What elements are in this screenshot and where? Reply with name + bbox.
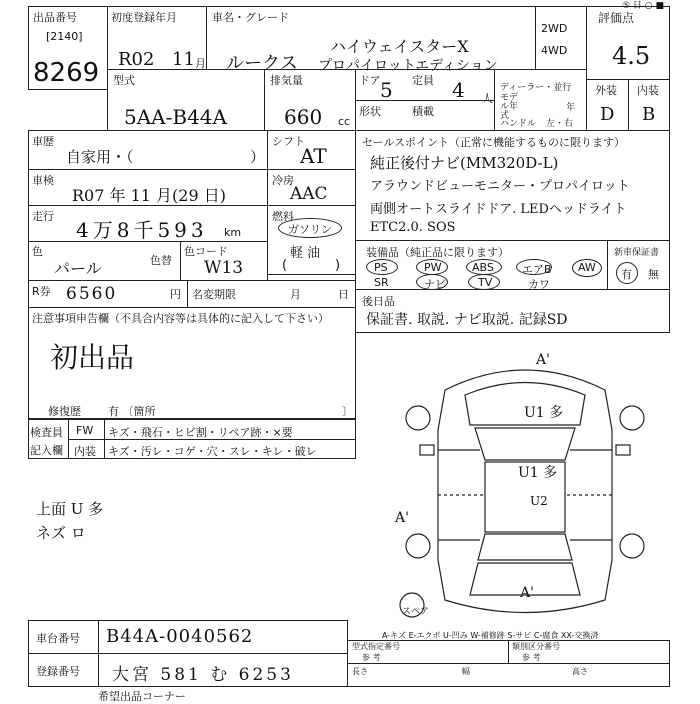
dealer-label: ディーラー・並行: [500, 83, 572, 93]
model-value: 5AA-B44A: [124, 105, 227, 129]
recycle-label: R券: [32, 285, 51, 298]
length-label: 長さ: [352, 667, 368, 676]
diagram-mark-a-rear: A': [520, 585, 534, 601]
interior-score: B: [642, 104, 656, 125]
displacement-unit: cc: [338, 115, 351, 128]
int-items: キズ・汚レ・コゲ・穴・スレ・キレ・破レ: [108, 445, 317, 458]
handle-label: ハンドル: [500, 119, 537, 129]
title-month: 月: [290, 288, 301, 301]
color-divider: [180, 241, 181, 281]
registration-label: 登録番号: [36, 665, 80, 678]
capacity-unit: 人: [482, 92, 493, 105]
doors-divider: [355, 100, 495, 101]
exterior-label: 外装: [595, 84, 617, 97]
diagram-mark-a-top: A': [536, 352, 550, 368]
notes-label: 注意事項申告欄（不具合内容等は具体的に記入して下さい）: [32, 312, 329, 325]
equip-abs: ABS: [472, 261, 494, 274]
equip-airbag-circle: [516, 259, 552, 275]
diagram-mark-u1-rear: U1 多: [518, 465, 558, 481]
score-label: 評価点: [598, 11, 635, 25]
inspector-label2: 記入欄: [30, 444, 63, 457]
car-name: ルークス: [226, 53, 298, 74]
ac-label: 冷房: [272, 174, 294, 187]
color-value: パール: [54, 259, 102, 278]
sales-points-label: セールスポイント（正常に機能するものに限ります）: [362, 136, 626, 149]
model-label: 型式: [113, 74, 135, 87]
equip-pw-circle: [416, 259, 448, 275]
first-reg-month-unit: 月: [195, 57, 206, 70]
car-damage-diagram: [390, 350, 660, 625]
notes-value: 初出品: [50, 341, 135, 374]
bottom-corner-label: 希望出品コーナー: [98, 690, 186, 703]
equip-airbag: エアB: [522, 263, 552, 276]
equip-aw: AW: [578, 261, 596, 274]
chassis-divider: [98, 620, 99, 654]
equipment-label: 装備品（純正品に限ります）: [366, 246, 509, 259]
exterior-score: D: [600, 104, 615, 125]
equip-ps-circle: [366, 259, 398, 275]
history-close: ）: [250, 148, 266, 166]
first-reg-label: 初度登録年月: [111, 11, 177, 24]
chassis-label: 車台番号: [36, 632, 80, 645]
recycle-unit: 円: [170, 288, 181, 301]
model-num-sub: 参 考: [362, 653, 381, 662]
inspector-label1: 検査員: [30, 426, 63, 439]
diagram-mark-u1-roof: U1 多: [524, 405, 564, 421]
interior-label: 内装: [637, 84, 659, 97]
width-label: 幅: [462, 667, 470, 676]
equip-leather: カワ: [528, 278, 550, 291]
history-label: 車歴: [32, 135, 54, 148]
warranty-label: 新車保証書: [614, 248, 660, 258]
handle-value: 左・右: [546, 119, 574, 129]
mileage-value: 4万8千593: [76, 218, 208, 242]
drive-4wd: 4WD: [541, 44, 568, 57]
history-value: 自家用・（: [66, 148, 134, 166]
repair-label: 修復歴: [48, 405, 81, 418]
registration-divider: [98, 653, 99, 687]
documents-value: 保証書. 取説. ナビ取説. 記録SD: [366, 312, 568, 328]
equip-tv: TV: [478, 276, 493, 289]
equip-pw: PW: [424, 261, 442, 274]
listing-number: 8269: [33, 58, 100, 88]
title-expiry-label: 名変期限: [192, 288, 236, 301]
shift-value: AT: [300, 144, 327, 168]
equip-navi-circle: [416, 274, 448, 290]
doors-label: ドア: [359, 74, 381, 87]
color-code-value: W13: [204, 258, 244, 278]
ac-value: AAC: [290, 184, 328, 204]
int-label: 内装: [74, 445, 96, 458]
score-value: 4.5: [612, 42, 651, 70]
shape-label: 形状: [359, 105, 381, 118]
first-reg-month: 11: [172, 49, 195, 70]
registration-value: 大宮 581 む 6253: [112, 665, 294, 685]
fuel-paren-right: ): [335, 258, 341, 273]
equip-aw-circle: [572, 259, 602, 277]
chassis-value: B44A-0040562: [106, 626, 254, 647]
fuel-paren-left: (: [282, 258, 288, 273]
equip-tv-circle: [468, 274, 500, 290]
history-box: [28, 130, 268, 170]
remark-2: ネズ ロ: [36, 524, 86, 542]
remark-1: 上面 U 多: [36, 500, 104, 518]
repair-close: 〕: [342, 405, 353, 418]
warranty-yes: 有: [621, 268, 632, 281]
model-num-label: 型式指定番号: [352, 642, 400, 651]
diagram-mark-a-left: A': [395, 510, 409, 526]
equip-ps: PS: [374, 261, 388, 274]
grade-line2: プロパイロットエディション: [318, 58, 498, 74]
inspection-value: R07 年 11 月(29 日): [72, 186, 226, 205]
mileage-label: 走行: [32, 210, 54, 223]
diagram-legend: A-キズ E-エクボ U-凹み W-補修跡 S-サビ C-腐食 XX-交換済: [382, 631, 599, 640]
score-top-right: ⑤ 日 ○ ■: [622, 1, 665, 11]
fw-label: FW: [76, 424, 94, 437]
title-day: 日: [338, 288, 349, 301]
car-name-label: 車名・グレード: [212, 11, 289, 24]
drive-box: [535, 6, 587, 70]
listing-sub: [2140]: [46, 30, 83, 43]
height-label: 高さ: [572, 667, 588, 676]
recycle-value: 6560: [66, 284, 118, 304]
fuel-diesel: 軽 油: [290, 246, 321, 261]
drive-2wd: 2WD: [541, 22, 568, 35]
class-num-label: 類別区分番号: [512, 642, 560, 651]
load-label: 積載: [412, 105, 434, 118]
diagram-mark-u2: U2: [530, 494, 548, 508]
fuel-label: 燃料: [272, 210, 294, 223]
model-year-label: モデル年式: [500, 93, 519, 121]
shift-label: シフト: [272, 135, 305, 148]
diagram-mark-spare: スペア: [402, 607, 430, 617]
repair-value: 有 〔箇所: [108, 405, 156, 418]
color-change-label: 色替: [150, 254, 172, 267]
warranty-no: 無: [648, 268, 659, 281]
sales-point-line3: 両側オートスライドドア. LEDヘッドライト: [370, 202, 627, 217]
sales-point-line4: ETC2.0. SOS: [370, 220, 456, 235]
equip-navi: ナビ: [424, 278, 446, 291]
dimensions-box: [347, 663, 670, 687]
fw-items: キズ・飛石・ヒビ割・リペア跡・×要: [108, 426, 293, 439]
capacity-label: 定員: [412, 74, 434, 87]
equip-sr: SR: [374, 276, 389, 289]
equip-abs-circle: [466, 259, 502, 275]
color-code-label: 色コード: [184, 245, 228, 258]
sales-point-line2: アラウンドビューモニター・プロパイロット: [370, 179, 630, 194]
fuel-gas: ガソリン: [288, 223, 332, 236]
capacity-value: 4: [452, 78, 465, 102]
ext-int-divider: [628, 79, 629, 131]
color-label: 色: [32, 245, 43, 258]
first-reg-year: R02: [118, 49, 155, 70]
inspection-label: 車検: [32, 174, 54, 187]
sales-point-line1: 純正後付ナビ(MM320D-L): [370, 154, 559, 172]
doors-value: 5: [380, 78, 393, 102]
model-year-unit: 年: [566, 103, 576, 113]
listing-label: 出品番号: [33, 11, 77, 24]
documents-label: 後日品: [362, 295, 395, 308]
grade-line1: ハイウェイスターX: [330, 37, 469, 56]
class-num-sub: 参 考: [522, 653, 541, 662]
displacement-label: 排気量: [270, 74, 303, 87]
displacement-value: 660: [284, 105, 323, 129]
mileage-unit: km: [224, 226, 242, 239]
